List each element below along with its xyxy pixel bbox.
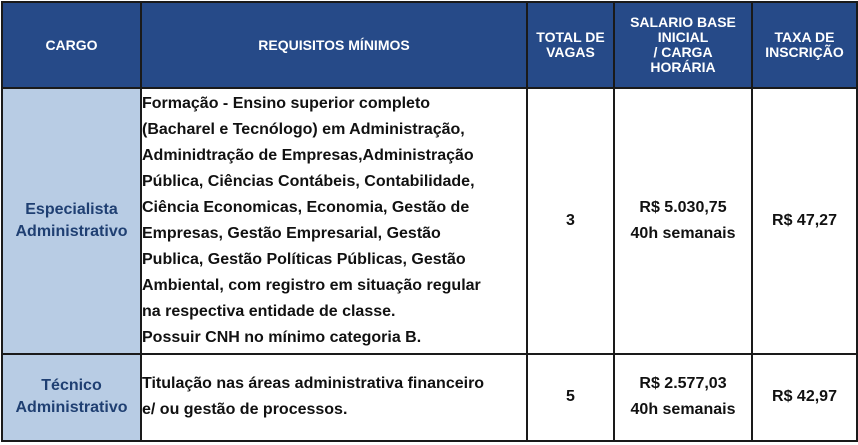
header-salario-line: SALARIO BASE bbox=[630, 14, 736, 31]
table-row bbox=[2, 354, 857, 441]
taxa-cell: R$ 47,27 bbox=[752, 88, 857, 353]
cargo-line: Administrativo bbox=[15, 222, 128, 240]
salario-cell bbox=[614, 354, 752, 441]
header-vagas-line: VAGAS bbox=[546, 44, 595, 61]
header-requisitos: REQUISITOS MÍNIMOS bbox=[141, 2, 527, 88]
requisitos-line: Titulação nas áreas administrativa financeiro bbox=[142, 375, 485, 393]
salario-line: R$ 5.030,75 bbox=[639, 198, 727, 216]
requisitos-line: Publica, Gestão Políticas Públicas, Gestão bbox=[142, 250, 466, 268]
vagas-cell: 3 bbox=[527, 88, 614, 353]
salario-line: R$ 2.577,03 bbox=[639, 375, 727, 393]
header-salario-line: HORÁRIA bbox=[650, 59, 716, 76]
header-salario bbox=[614, 2, 752, 88]
cargo-line: Técnico bbox=[41, 377, 102, 395]
requisitos-line: Ambiental, com registro em situação regular bbox=[142, 276, 481, 294]
cargo-cell bbox=[2, 88, 141, 353]
header-vagas bbox=[527, 2, 614, 88]
requisitos-line: na respectiva entidade de classe. bbox=[142, 302, 396, 320]
salario-cell bbox=[614, 88, 752, 353]
requisitos-line: Possuir CNH no mínimo categoria B. bbox=[142, 328, 422, 346]
vagas-cell: 5 bbox=[527, 354, 614, 441]
header-row bbox=[2, 2, 857, 88]
requisitos-line: Adminidtração de Empresas,Administração bbox=[142, 146, 474, 164]
requisitos-cell bbox=[141, 88, 527, 353]
cargo-cell bbox=[2, 354, 141, 441]
salario-line: 40h semanais bbox=[630, 224, 736, 242]
cargo-line: Administrativo bbox=[15, 399, 128, 417]
requisitos-line: (Bacharel e Tecnólogo) em Administração, bbox=[142, 120, 465, 138]
header-cargo: CARGO bbox=[2, 2, 141, 88]
header-taxa-line: INSCRIÇÃO bbox=[765, 44, 844, 61]
requisitos-cell bbox=[141, 354, 527, 441]
header-salario-line: INICIAL bbox=[657, 29, 709, 46]
requisitos-line: e/ ou gestão de processos. bbox=[142, 401, 348, 419]
requisitos-line: Formação - Ensino superior completo bbox=[142, 94, 431, 112]
header-vagas-line: TOTAL DE bbox=[536, 29, 605, 46]
header-salario-line: / CARGA bbox=[653, 44, 713, 61]
header-taxa-line: TAXA DE bbox=[774, 29, 835, 46]
header-taxa bbox=[752, 2, 857, 88]
vacancy-table bbox=[1, 1, 858, 442]
requisitos-line: Ciência Economicas, Economia, Gestão de bbox=[142, 198, 470, 216]
requisitos-line: Pública, Ciências Contábeis, Contabilidade, bbox=[142, 172, 475, 190]
taxa-cell: R$ 42,97 bbox=[752, 354, 857, 441]
cargo-line: Especialista bbox=[25, 200, 118, 218]
requisitos-line: Empresas, Gestão Empresarial, Gestão bbox=[142, 224, 441, 242]
table-row bbox=[2, 88, 857, 353]
salario-line: 40h semanais bbox=[630, 401, 736, 419]
